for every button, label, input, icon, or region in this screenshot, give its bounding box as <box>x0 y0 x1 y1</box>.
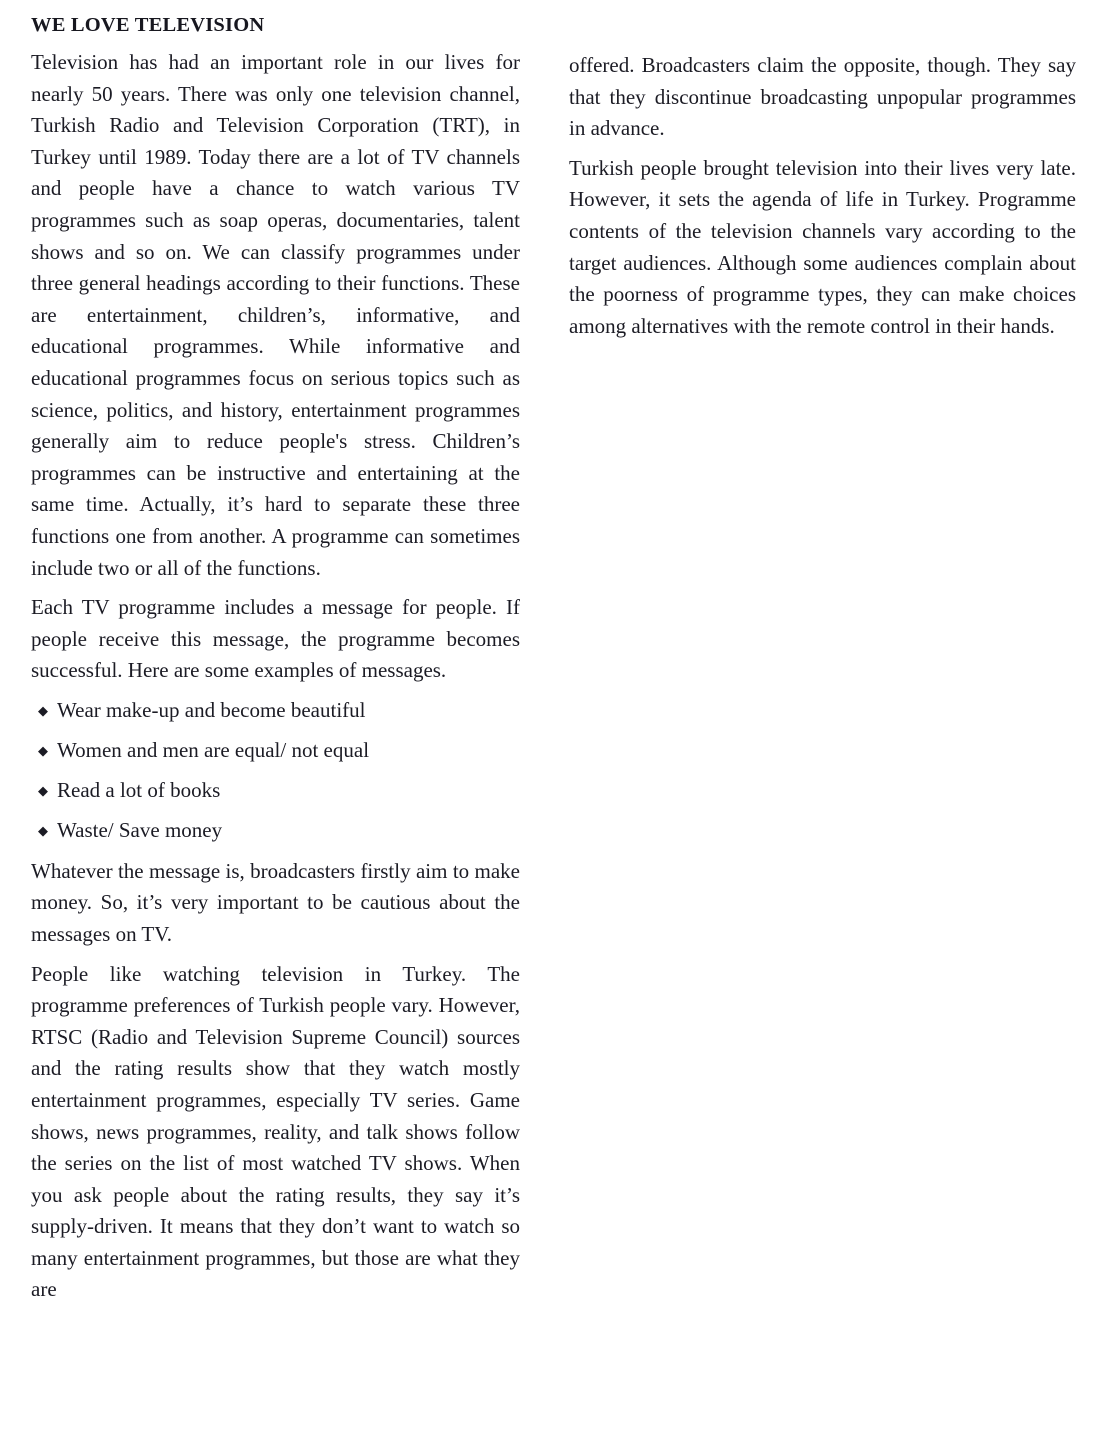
paragraph-broadcaster-money: Whatever the message is, broadcasters firstly aim to make money. So, it’s very important to be cautious about the messages on TV. <box>31 858 520 946</box>
paragraph-intro: Television has had an important role in our lives for nearly 50 years. There was only one television channel, Turkish Radio and Television Corporation (TRT), in Turkey until 1989. Today there are a lot of TV channels and people have a chance to watch various TV programmes such as soap operas, documentaries, talent shows and so on. We can classify programmes under three general headings according to their functions. These are entertainment, children’s, informative, and educational programmes. While informative and educational programmes focus on serious topics such as science, politics, and history, entertainment programmes generally aim to reduce people's stress. Children’s programmes can be instructive and entertaining at the same time. Actually, it’s hard to separate these three functions one from another. A programme can sometimes include two or all of the functions. <box>31 50 520 580</box>
paragraph-ratings: People like watching television in Turkey. The programme preferences of Turkish people vary. However, RTSC (Radio and Television Supreme Council) sources and the rating results show that they watch mostly entertainment programmes, especially TV series. Game shows, news programmes, reality, and talk shows follow the series on the list of most watched TV shows. When you ask people about the rating results, they say it’s supply-driven. It means that they don’t want to watch so many entertainment programmes, but those are what they are <box>31 961 520 1302</box>
paragraph-messages-intro: Each TV programme includes a message for people. If people receive this message, the programme becomes successful. Here are some examples of messages. <box>31 595 520 683</box>
list-item-label: Women and men are equal/ not equal <box>57 737 370 762</box>
list-item <box>31 735 520 767</box>
right-text-column <box>569 0 1076 350</box>
diamond-bullet-icon: ◆ <box>38 823 48 839</box>
list-item-label: Wear make-up and become beautiful <box>57 697 366 722</box>
paragraph-broadcasters-claim: offered. Broadcasters claim the opposite, though. They say that they discontinue broadcasting unpopular programmes in advance. <box>569 53 1076 141</box>
list-item-label: Waste/ Save money <box>57 818 223 843</box>
diamond-bullet-icon: ◆ <box>38 783 48 799</box>
page-title: WE LOVE TELEVISION <box>31 14 265 36</box>
list-item <box>31 695 520 727</box>
list-item <box>31 815 520 847</box>
left-text-column <box>31 0 520 1306</box>
diamond-bullet-icon: ◆ <box>38 702 48 718</box>
list-item-label: Read a lot of books <box>57 778 221 803</box>
diamond-bullet-icon: ◆ <box>38 742 48 758</box>
message-examples-list <box>31 695 520 847</box>
list-item <box>31 775 520 807</box>
paragraph-turkish-people-tv: Turkish people brought television into their lives very late. However, it sets the agenda of life in Turkey. Programme contents of the television channels vary according to the target audiences. Although some audiences complain about the poorness of programme types, they can make choices among alternatives with the remote control in their hands. <box>569 155 1076 338</box>
